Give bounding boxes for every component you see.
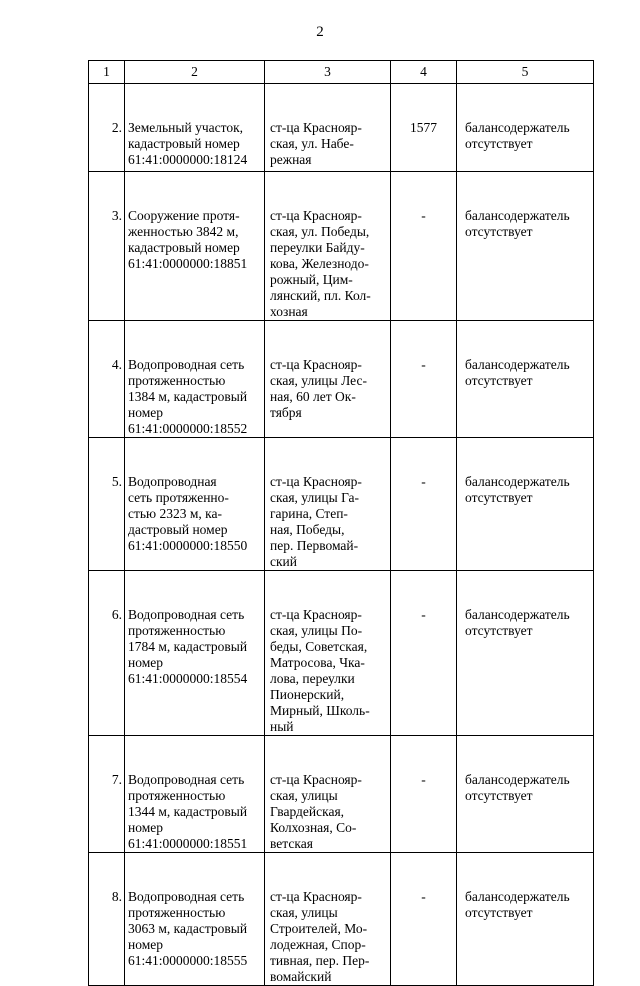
object-address-line: Мирный, Школь- xyxy=(270,703,370,718)
object-address-line: вомайский xyxy=(270,969,332,984)
table-row xyxy=(89,736,594,853)
object-address-line: Гвардейская, xyxy=(270,804,345,819)
object-description-line: Водопроводная xyxy=(128,474,217,489)
object-address-line: тивная, пер. Пер- xyxy=(270,953,370,968)
row-number: 8. xyxy=(89,853,125,986)
object-description-line: 61:41:0000000:18551 xyxy=(128,836,248,851)
balance-holder-line: отсутствует xyxy=(465,373,533,388)
header-row xyxy=(89,61,594,84)
object-address-line: ский xyxy=(270,554,297,569)
object-address-line: рожный, Цим- xyxy=(270,272,353,287)
row-number: 5. xyxy=(89,438,125,571)
object-description-line: номер xyxy=(128,820,164,835)
balance-holder xyxy=(457,571,594,736)
object-value: - xyxy=(391,853,457,986)
object-description-line: 1784 м, кадастровый xyxy=(128,639,248,654)
object-address-line: ская, ул. Победы, xyxy=(270,224,370,239)
object-address-line: лова, переулки xyxy=(270,671,355,686)
object-address-line: хозная xyxy=(270,304,308,319)
balance-holder-line: отсутствует xyxy=(465,623,533,638)
object-value: 1577 xyxy=(391,84,457,172)
page-number: 2 xyxy=(316,24,324,40)
object-address xyxy=(265,571,391,736)
object-address-line: тября xyxy=(270,405,302,420)
balance-holder-line: балансодержатель xyxy=(465,889,570,904)
object-address-line: Пионерский, xyxy=(270,687,345,702)
balance-holder xyxy=(457,736,594,853)
object-description-line: женностью 3842 м, xyxy=(128,224,239,239)
object-description-line: Водопроводная сеть xyxy=(128,889,245,904)
balance-holder-line: балансодержатель xyxy=(465,474,570,489)
object-description-line: сеть протяженно- xyxy=(128,490,229,505)
table-row xyxy=(89,84,594,172)
object-description-line: Водопроводная сеть xyxy=(128,607,245,622)
object-description-line: 1384 м, кадастровый xyxy=(128,389,248,404)
table-body xyxy=(89,84,594,986)
object-description xyxy=(125,172,265,321)
object-address-line: пер. Первомай- xyxy=(270,538,359,553)
object-description xyxy=(125,321,265,438)
row-number: 7. xyxy=(89,736,125,853)
object-address-line: ст-ца Краснояр- xyxy=(270,474,362,489)
object-description-line: номер xyxy=(128,655,164,670)
object-address-line: ст-ца Краснояр- xyxy=(270,208,362,223)
object-address-line: ная, 60 лет Ок- xyxy=(270,389,356,404)
object-address-line: гарина, Степ- xyxy=(270,506,348,521)
object-value: - xyxy=(391,172,457,321)
object-description xyxy=(125,736,265,853)
object-description xyxy=(125,84,265,172)
object-address xyxy=(265,321,391,438)
object-description-line: 1344 м, кадастровый xyxy=(128,804,248,819)
object-address-line: ская, улицы Лес- xyxy=(270,373,367,388)
object-address-line: ст-ца Краснояр- xyxy=(270,357,362,372)
object-description-line: кадастровый номер xyxy=(128,136,240,151)
object-description-line: 3063 м, кадастровый xyxy=(128,921,248,936)
table-row xyxy=(89,853,594,986)
object-description xyxy=(125,438,265,571)
object-address xyxy=(265,736,391,853)
object-description-line: Водопроводная сеть xyxy=(128,772,245,787)
object-description-line: номер xyxy=(128,405,164,420)
object-address-line: ская, улицы xyxy=(270,905,338,920)
row-number: 3. xyxy=(89,172,125,321)
table-row xyxy=(89,321,594,438)
header-cell-4: 4 xyxy=(391,61,457,84)
row-number: 2. xyxy=(89,84,125,172)
object-address-line: ская, улицы xyxy=(270,788,338,803)
object-value: - xyxy=(391,438,457,571)
object-description-line: протяженностью xyxy=(128,373,226,388)
object-description-line: кадастровый номер xyxy=(128,240,240,255)
object-address xyxy=(265,84,391,172)
balance-holder xyxy=(457,321,594,438)
object-description-line: 61:41:0000000:18851 xyxy=(128,256,248,271)
header-cell-2: 2 xyxy=(125,61,265,84)
object-address-line: лянский, пл. Кол- xyxy=(270,288,371,303)
object-description-line: Земельный участок, xyxy=(128,120,244,135)
balance-holder-line: отсутствует xyxy=(465,490,533,505)
object-address-line: ветская xyxy=(270,836,313,851)
object-description-line: 61:41:0000000:18552 xyxy=(128,421,248,436)
object-address-line: кова, Железнодо- xyxy=(270,256,369,271)
object-description-line: протяженностью xyxy=(128,623,226,638)
header-cell-5: 5 xyxy=(457,61,594,84)
object-description-line: 61:41:0000000:18554 xyxy=(128,671,248,686)
object-description xyxy=(125,571,265,736)
object-description-line: 61:41:0000000:18555 xyxy=(128,953,248,968)
object-description-line: протяженностью xyxy=(128,905,226,920)
object-value: - xyxy=(391,571,457,736)
object-address-line: ст-ца Краснояр- xyxy=(270,889,362,904)
balance-holder-line: отсутствует xyxy=(465,905,533,920)
object-address-line: ст-ца Краснояр- xyxy=(270,120,362,135)
object-address-line: беды, Советская, xyxy=(270,639,368,654)
object-address-line: ст-ца Краснояр- xyxy=(270,607,362,622)
balance-holder-line: балансодержатель xyxy=(465,772,570,787)
object-description-line: 61:41:0000000:18550 xyxy=(128,538,248,553)
object-address-line: переулки Байду- xyxy=(270,240,365,255)
balance-holder xyxy=(457,172,594,321)
object-address xyxy=(265,853,391,986)
object-description-line: 61:41:0000000:18124 xyxy=(128,152,248,167)
object-address-line: ская, ул. Набе- xyxy=(270,136,354,151)
object-address-line: Матросова, Чка- xyxy=(270,655,365,670)
balance-holder-line: балансодержатель xyxy=(465,607,570,622)
object-description-line: номер xyxy=(128,937,164,952)
object-description-line: дастровый номер xyxy=(128,522,228,537)
object-address-line: ская, улицы Га- xyxy=(270,490,360,505)
object-address-line: ный xyxy=(270,719,294,734)
property-table xyxy=(88,60,594,986)
object-address-line: лодежная, Спор- xyxy=(270,937,366,952)
object-address-line: Колхозная, Со- xyxy=(270,820,357,835)
object-description-line: Сооружение протя- xyxy=(128,208,240,223)
balance-holder xyxy=(457,853,594,986)
table-row xyxy=(89,172,594,321)
object-description-line: протяженностью xyxy=(128,788,226,803)
header-cell-1: 1 xyxy=(89,61,125,84)
balance-holder-line: отсутствует xyxy=(465,224,533,239)
balance-holder-line: отсутствует xyxy=(465,136,533,151)
balance-holder-line: балансодержатель xyxy=(465,357,570,372)
object-address-line: режная xyxy=(270,152,312,167)
object-description-line: стью 2323 м, ка- xyxy=(128,506,223,521)
balance-holder-line: балансодержатель xyxy=(465,120,570,135)
row-number: 6. xyxy=(89,571,125,736)
table-row xyxy=(89,438,594,571)
object-address-line: Строителей, Мо- xyxy=(270,921,368,936)
object-address-line: ная, Победы, xyxy=(270,522,345,537)
object-description xyxy=(125,853,265,986)
object-address-line: ская, улицы По- xyxy=(270,623,363,638)
row-number: 4. xyxy=(89,321,125,438)
balance-holder-line: балансодержатель xyxy=(465,208,570,223)
object-address xyxy=(265,172,391,321)
table-row xyxy=(89,571,594,736)
object-address xyxy=(265,438,391,571)
object-description-line: Водопроводная сеть xyxy=(128,357,245,372)
balance-holder xyxy=(457,438,594,571)
balance-holder-line: отсутствует xyxy=(465,788,533,803)
object-value: - xyxy=(391,321,457,438)
object-address-line: ст-ца Краснояр- xyxy=(270,772,362,787)
balance-holder xyxy=(457,84,594,172)
header-cell-3: 3 xyxy=(265,61,391,84)
object-value: - xyxy=(391,736,457,853)
